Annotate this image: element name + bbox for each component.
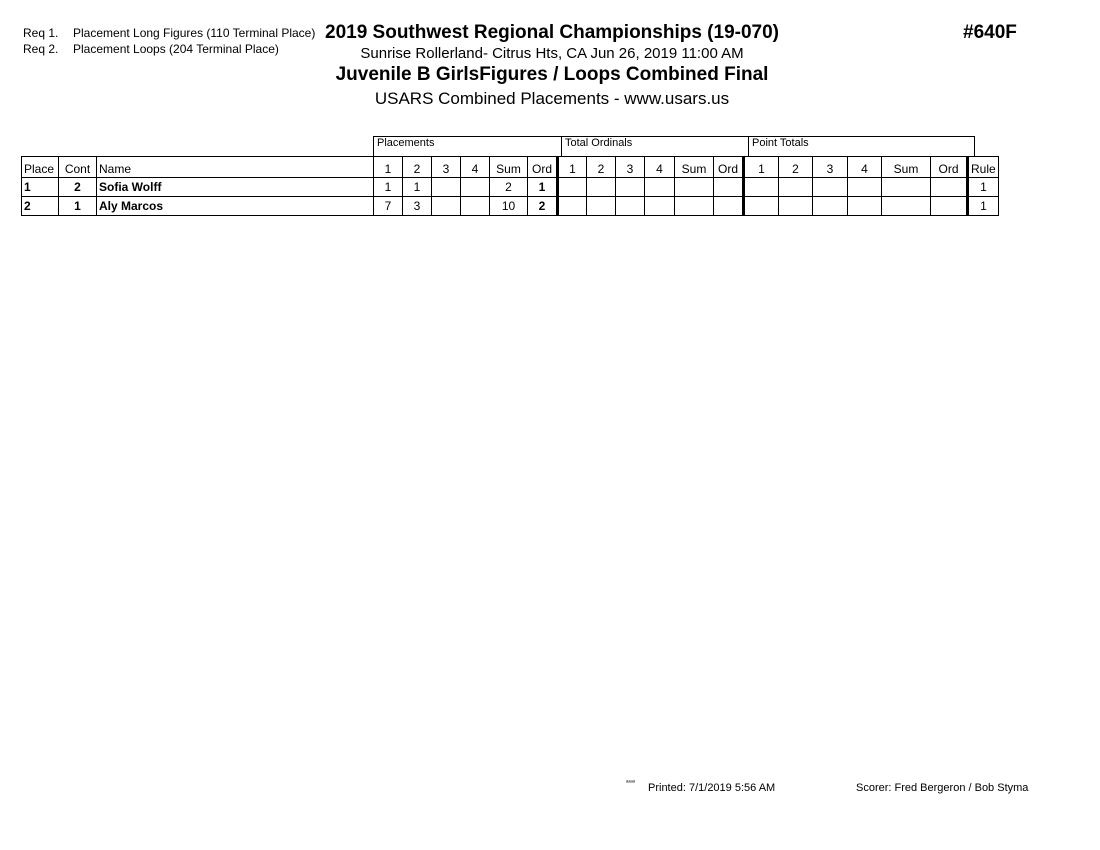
column-header: 4 <box>645 157 675 178</box>
column-header: 2 <box>779 157 813 178</box>
placement-sum-cell: 2 <box>490 178 528 197</box>
total-ordinal-cell <box>587 197 616 216</box>
total-ordinal-ord-cell <box>714 178 744 197</box>
skater-name-cell: Aly Marcos <box>97 197 374 216</box>
placement-cell <box>432 197 461 216</box>
printed-timestamp: Printed: 7/1/2019 5:56 AM <box>648 782 776 794</box>
event-title: Juvenile B GirlsFigures / Loops Combined Final <box>335 64 769 85</box>
point-total-cell <box>848 197 882 216</box>
placement-cell <box>432 178 461 197</box>
column-header: Place <box>22 157 59 178</box>
point-total-cell <box>813 197 848 216</box>
table-row <box>22 197 999 216</box>
total-ordinal-sum-cell <box>675 178 714 197</box>
group-point-totals <box>748 136 975 156</box>
scorer-credit: Scorer: Fred Bergeron / Bob Styma <box>856 782 1029 794</box>
column-header: Cont <box>59 157 97 178</box>
point-total-ord-cell <box>931 178 968 197</box>
organization-line: USARS Combined Placements - www.usars.us <box>374 89 730 108</box>
total-ordinal-cell <box>616 197 645 216</box>
column-header: Ord <box>528 157 558 178</box>
placement-sum-cell: 10 <box>490 197 528 216</box>
column-header: 4 <box>848 157 882 178</box>
group-total-ordinals <box>561 136 749 156</box>
point-total-sum-cell <box>882 178 931 197</box>
column-header: Name <box>97 157 374 178</box>
placement-cell: 7 <box>374 197 403 216</box>
group-label: Point Totals <box>752 137 809 149</box>
total-ordinal-cell <box>616 178 645 197</box>
point-total-cell <box>744 178 779 197</box>
place-cell: 1 <box>22 178 59 197</box>
point-total-sum-cell <box>882 197 931 216</box>
results-table <box>21 156 999 216</box>
column-header: 2 <box>587 157 616 178</box>
requirement-label: Placement Long Figures (110 Terminal Place) <box>73 26 316 40</box>
placement-cell <box>461 178 490 197</box>
competition-title: 2019 Southwest Regional Championships (19-070) <box>325 22 779 43</box>
point-total-cell <box>848 178 882 197</box>
total-ordinal-cell <box>645 197 675 216</box>
placement-cell: 3 <box>403 197 432 216</box>
total-ordinal-cell <box>587 178 616 197</box>
table-row <box>22 178 999 197</box>
rule-cell: 1 <box>968 178 999 197</box>
total-ordinal-cell <box>645 178 675 197</box>
column-header: 1 <box>374 157 403 178</box>
event-code: #640F <box>963 22 1017 43</box>
column-header: Ord <box>714 157 744 178</box>
column-header: Sum <box>675 157 714 178</box>
column-header: 4 <box>461 157 490 178</box>
placement-cell <box>461 197 490 216</box>
skater-name-cell: Sofia Wolff <box>97 178 374 197</box>
total-ordinal-sum-cell <box>675 197 714 216</box>
group-label: Placements <box>377 137 435 149</box>
column-header: Ord <box>931 157 968 178</box>
venue-date: Sunrise Rollerland- Citrus Hts, CA Jun 26, 2019 11:00 AM <box>360 45 744 62</box>
print-marker: ᵃᵃᵃᵃ <box>626 780 635 786</box>
column-header: 1 <box>558 157 587 178</box>
placement-ordinal-cell: 1 <box>528 178 558 197</box>
point-total-cell <box>813 178 848 197</box>
requirement-number: Req 2. <box>23 42 59 56</box>
requirement-number: Req 1. <box>23 26 59 40</box>
placement-cell: 1 <box>374 178 403 197</box>
table-header-row <box>22 157 999 178</box>
point-total-cell <box>779 178 813 197</box>
total-ordinal-cell <box>558 178 587 197</box>
group-placements <box>373 136 562 156</box>
column-header: 2 <box>403 157 432 178</box>
place-cell: 2 <box>22 197 59 216</box>
column-header: 3 <box>616 157 645 178</box>
point-total-ord-cell <box>931 197 968 216</box>
column-header: 3 <box>813 157 848 178</box>
total-ordinal-ord-cell <box>714 197 744 216</box>
requirement-label: Placement Loops (204 Terminal Place) <box>73 42 279 56</box>
column-header: 3 <box>432 157 461 178</box>
placement-ordinal-cell: 2 <box>528 197 558 216</box>
point-total-cell <box>779 197 813 216</box>
column-header: Rule <box>968 157 999 178</box>
column-header: 1 <box>744 157 779 178</box>
contestant-number-cell: 2 <box>59 178 97 197</box>
placement-cell: 1 <box>403 178 432 197</box>
contestant-number-cell: 1 <box>59 197 97 216</box>
total-ordinal-cell <box>558 197 587 216</box>
column-header: Sum <box>490 157 528 178</box>
group-label: Total Ordinals <box>565 137 633 149</box>
rule-cell: 1 <box>968 197 999 216</box>
point-total-cell <box>744 197 779 216</box>
column-header: Sum <box>882 157 931 178</box>
